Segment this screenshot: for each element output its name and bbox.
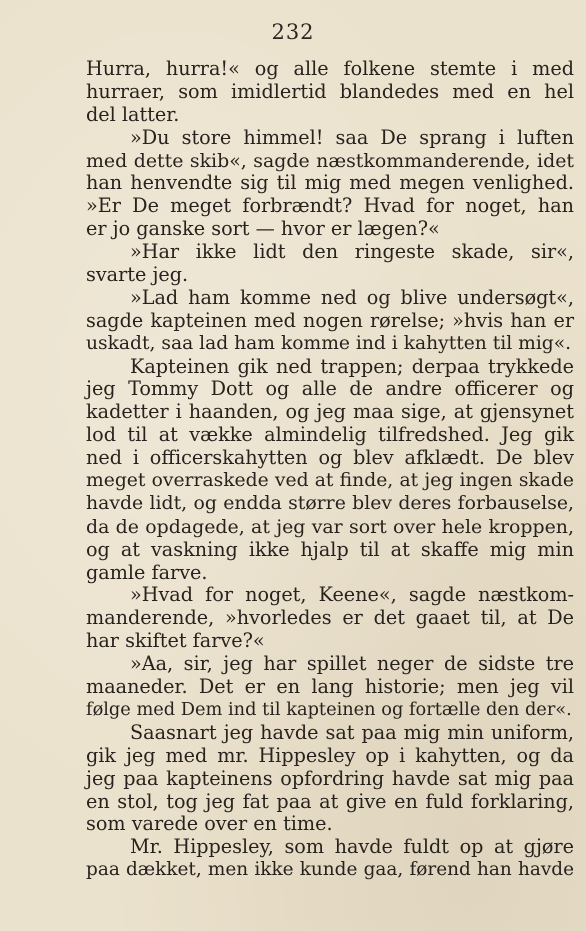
text-line: gamle farve.	[86, 560, 208, 584]
text-line: Mr. Hippesley, som havde fuldt op at gjøre	[130, 835, 574, 859]
text-line: ned i officerskahytten og blev afklædt. De blev	[86, 446, 574, 470]
text-line: da de opdagede, at jeg var sort over hele kroppen,	[86, 515, 574, 538]
text-line: han henvendte sig til mig med megen venlighed.	[86, 171, 574, 195]
text-line: »Har ikke lidt den ringeste skade, sir«,	[130, 240, 574, 264]
text-line: del latter.	[86, 102, 180, 126]
text-line: gik jeg med mr. Hippesley op i kahytten, og da	[86, 743, 574, 767]
text-line: manderende, »hvorledes er det gaaet til, at De	[86, 606, 574, 630]
text-line: lod til at vække almindelig tilfredshed. Jeg gik	[86, 423, 574, 447]
text-line: med dette skib«, sagde næstkommanderende, idet	[86, 149, 574, 172]
text-line: Saasnart jeg havde sat paa mig min uniform,	[130, 720, 574, 744]
text-line: har skiftet farve?«	[86, 629, 265, 653]
body-text	[86, 58, 574, 882]
text-line: uskadt, saa lad ham komme ind i kahytten til mig«.	[86, 332, 572, 354]
text-line: og at vaskning ikke hjalp til at skaffe mig min	[86, 537, 574, 561]
text-line: meget overraskede ved at finde, at jeg ingen skade	[86, 470, 574, 492]
text-line: kadetter i haanden, og jeg maa sige, at gjensynet	[86, 400, 574, 424]
text-line: »Er De meget forbrændt? Hvad for noget, han	[86, 194, 574, 218]
text-line: hurraer, som imidlertid blandedes med en hel	[86, 79, 574, 103]
text-line: »Hvad for noget, Keene«, sagde næstkom-	[130, 583, 574, 607]
text-line: paa dækket, men ikke kunde gaa, førend han havde	[86, 859, 574, 881]
text-line: sagde kapteinen med nogen rørelse; »hvis han er	[86, 308, 574, 332]
text-line: jeg paa kapteinens opfordring havde sat mig paa	[86, 766, 574, 790]
text-line: »Aa, sir, jeg har spillet neger de sidste tre	[130, 652, 574, 676]
text-line: følge med Dem ind til kapteinen og fortælle den der«.	[86, 699, 572, 720]
text-line: er jo ganske sort — hvor er lægen?«	[86, 217, 440, 241]
text-line: som varede over en time.	[86, 812, 333, 836]
text-line: maaneder. Det er en lang historie; men jeg vil	[86, 675, 574, 699]
text-line: en stol, tog jeg fat paa at give en fuld forklaring,	[86, 789, 574, 813]
text-line: Hurra, hurra!« og alle folkene stemte i med	[86, 57, 574, 80]
page-number: 232	[271, 20, 315, 44]
text-line: havde lidt, og endda større blev deres forbauselse,	[86, 492, 574, 514]
text-line: »Du store himmel! saa De sprang i luften	[130, 125, 574, 149]
text-line: »Lad ham komme ned og blive undersøgt«,	[130, 285, 574, 309]
text-line: svarte jeg.	[86, 263, 189, 287]
text-line: jeg Tommy Dott og alle de andre officerer og	[86, 377, 574, 401]
text-line: Kapteinen gik ned trappen; derpaa trykkede	[130, 354, 574, 378]
